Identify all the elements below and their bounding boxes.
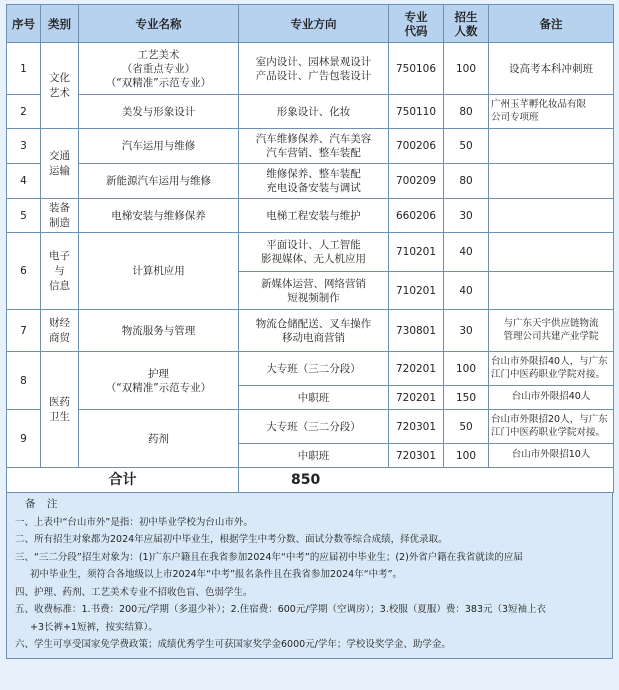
cell-enroll: 50 xyxy=(444,129,489,164)
note-3a: 三、“三二分段”招生对象为：(1)广东户籍且在我省参加2024年“中考”的应届初中毕业生；(2)外省户籍在我省就读的应届 xyxy=(15,551,523,563)
cell-direction: 电梯工程安装与维护 xyxy=(239,199,389,233)
cell-code: 720201 xyxy=(389,352,444,386)
cell-code: 700209 xyxy=(389,164,444,199)
header-category: 类别 xyxy=(41,5,79,43)
total-label: 合计 xyxy=(7,468,239,493)
cell-major: 新能源汽车运用与维修 xyxy=(79,164,239,199)
cell-code: 750110 xyxy=(389,95,444,129)
cell-remark: 与广东天宇供应链物流 管理公司共建产业学院 xyxy=(489,310,614,352)
cell-enroll: 150 xyxy=(444,386,489,410)
cell-major: 护理 （“双精准”示范专业） xyxy=(79,352,239,410)
cell-enroll: 40 xyxy=(444,233,489,272)
cell-seq: 7 xyxy=(7,310,41,352)
cell-category: 文化 艺术 xyxy=(41,43,79,129)
cell-remark xyxy=(489,129,614,164)
cell-seq: 9 xyxy=(7,410,41,468)
cell-category: 财经 商贸 xyxy=(41,310,79,352)
cell-code: 710201 xyxy=(389,233,444,272)
table-row xyxy=(7,43,614,95)
cell-enroll: 100 xyxy=(444,352,489,386)
cell-seq: 8 xyxy=(7,352,41,410)
cell-enroll: 30 xyxy=(444,199,489,233)
cell-code: 730801 xyxy=(389,310,444,352)
cell-major: 药剂 xyxy=(79,410,239,468)
cell-major: 物流服务与管理 xyxy=(79,310,239,352)
cell-enroll: 100 xyxy=(444,444,489,468)
notes-title: 备 注 xyxy=(25,498,62,510)
table-row xyxy=(7,95,614,129)
cell-remark xyxy=(489,164,614,199)
cell-category: 装备 制造 xyxy=(41,199,79,233)
cell-seq: 5 xyxy=(7,199,41,233)
cell-remark: 广州玉芊孵化妆品有限 公司专项班 xyxy=(489,95,614,129)
cell-seq: 6 xyxy=(7,233,41,310)
header-code: 专业 代码 xyxy=(389,5,444,43)
cell-direction: 大专班（三二分段） xyxy=(239,410,389,444)
cell-enroll: 40 xyxy=(444,272,489,310)
cell-remark: 台山市外限招10人 xyxy=(489,444,614,468)
enrollment-plan xyxy=(6,4,613,659)
cell-direction: 室内设计、园林景观设计 产品设计、广告包装设计 xyxy=(239,43,389,95)
cell-direction: 平面设计、人工智能 影视媒体、无人机应用 xyxy=(239,233,389,272)
cell-direction: 形象设计、化妆 xyxy=(239,95,389,129)
cell-enroll: 30 xyxy=(444,310,489,352)
table-row xyxy=(7,233,614,272)
cell-remark xyxy=(489,233,614,272)
table-row xyxy=(7,164,614,199)
total-value: 850 xyxy=(239,468,614,493)
cell-direction: 大专班（三二分段） xyxy=(239,352,389,386)
cell-seq: 4 xyxy=(7,164,41,199)
cell-enroll: 80 xyxy=(444,164,489,199)
notes-section xyxy=(6,493,613,659)
note-3b: 初中毕业生，须符合各地级以上市2024年“中考”报名条件且在我省参加2024年“中考”。 xyxy=(30,569,403,580)
note-4: 四、护理、药剂、工艺美术专业不招收色盲、色弱学生。 xyxy=(15,586,253,598)
cell-direction: 物流仓储配送、叉车操作 移动电商营销 xyxy=(239,310,389,352)
cell-remark: 台山市外限招20人，与广东 江门中医药职业学院对接。 xyxy=(489,410,614,444)
cell-major: 美发与形象设计 xyxy=(79,95,239,129)
cell-remark: 台山市外限招40人，与广东 江门中医药职业学院对接。 xyxy=(489,352,614,386)
cell-major: 汽车运用与维修 xyxy=(79,129,239,164)
enrollment-table xyxy=(6,4,614,493)
cell-direction: 新媒体运营、网络营销 短视频制作 xyxy=(239,272,389,310)
cell-code: 710201 xyxy=(389,272,444,310)
table-row xyxy=(7,129,614,164)
cell-code: 750106 xyxy=(389,43,444,95)
note-5a: 五、收费标准：1.书费：200元/学期（多退少补）；2.住宿费：600元/学期（空调房）；3.校服（夏服）费：383元（3短袖上衣 xyxy=(15,604,547,615)
cell-code: 720201 xyxy=(389,386,444,410)
table-row xyxy=(7,410,614,444)
cell-code: 700206 xyxy=(389,129,444,164)
cell-remark xyxy=(489,199,614,233)
header-remark: 备注 xyxy=(489,5,614,43)
table-row xyxy=(7,199,614,233)
cell-code: 720301 xyxy=(389,410,444,444)
cell-code: 720301 xyxy=(389,444,444,468)
header-major: 专业名称 xyxy=(79,5,239,43)
cell-remark: 设高考本科冲刺班 xyxy=(489,43,614,95)
note-6: 六、学生可享受国家免学费政策；成绩优秀学生可获国家奖学金6000元/学年；学校设奖学金、助学金。 xyxy=(15,639,451,650)
cell-direction: 中职班 xyxy=(239,386,389,410)
cell-enroll: 80 xyxy=(444,95,489,129)
cell-major: 计算机应用 xyxy=(79,233,239,310)
cell-major: 工艺美术 （省重点专业） （“双精准”示范专业） xyxy=(79,43,239,95)
cell-category: 医药 卫生 xyxy=(41,352,79,468)
header-direction: 专业方向 xyxy=(239,5,389,43)
cell-direction: 维修保养、整车装配 充电设备安装与调试 xyxy=(239,164,389,199)
cell-direction: 汽车维修保养、汽车美容 汽车营销、整车装配 xyxy=(239,129,389,164)
table-row xyxy=(7,310,614,352)
cell-category: 电子 与 信息 xyxy=(41,233,79,310)
header-seq: 序号 xyxy=(7,5,41,43)
cell-enroll: 50 xyxy=(444,410,489,444)
cell-code: 660206 xyxy=(389,199,444,233)
cell-direction: 中职班 xyxy=(239,444,389,468)
note-2: 二、所有招生对象都为2024年应届初中毕业生，根据学生中考分数、面试分数等综合成绩，择优录取。 xyxy=(15,534,448,545)
cell-category: 交通 运输 xyxy=(41,129,79,199)
cell-remark xyxy=(489,272,614,310)
header-enroll: 招生 人数 xyxy=(444,5,489,43)
cell-enroll: 100 xyxy=(444,43,489,95)
total-row xyxy=(7,468,614,493)
table-row xyxy=(7,352,614,386)
cell-seq: 1 xyxy=(7,43,41,95)
cell-seq: 2 xyxy=(7,95,41,129)
note-1: 一、上表中“台山市外”是指：初中毕业学校为台山市外。 xyxy=(15,516,253,528)
cell-remark: 台山市外限招40人 xyxy=(489,386,614,410)
cell-seq: 3 xyxy=(7,129,41,164)
note-5b: +3长裤+1短裤，按实结算）。 xyxy=(30,621,158,633)
table-header-row xyxy=(7,5,614,43)
cell-major: 电梯安装与维修保养 xyxy=(79,199,239,233)
